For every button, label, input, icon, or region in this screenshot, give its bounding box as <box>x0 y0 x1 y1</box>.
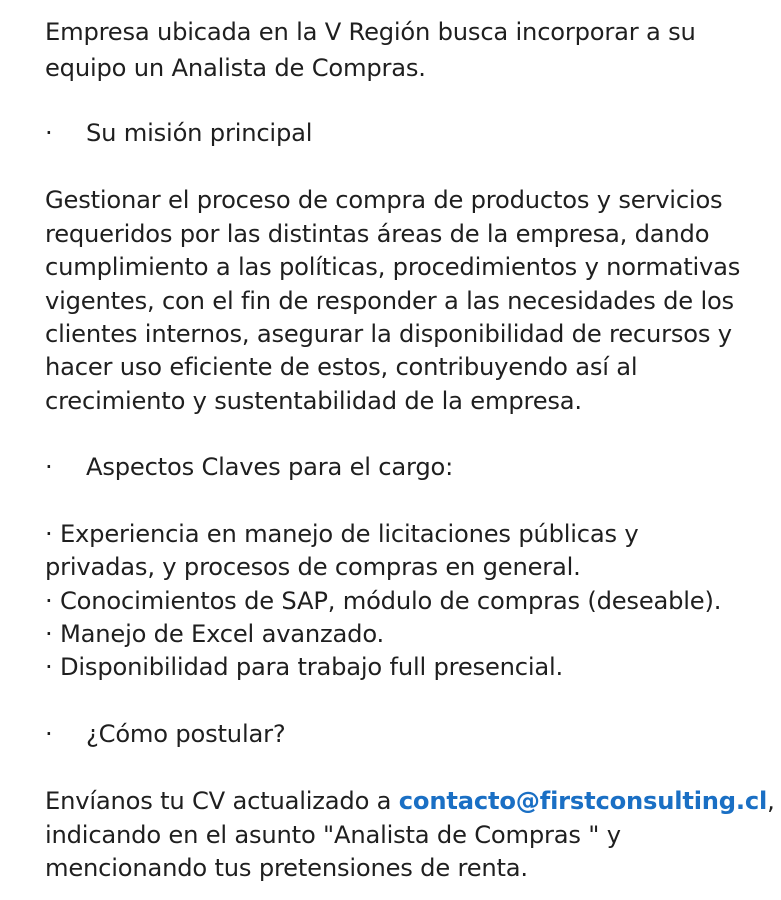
bullet-icon: · <box>45 119 53 147</box>
postular-line-2: indicando en el asunto "Analista de Compras " y <box>45 821 621 849</box>
email-link[interactable]: contacto@firstconsulting.cl <box>398 787 768 815</box>
postular-line-1-prefix: Envíanos tu CV actualizado a <box>45 787 399 815</box>
mision-line: clientes internos, asegurar la disponibilidad de recursos y <box>45 320 732 348</box>
aspectos-line: privadas, y procesos de compras en general. <box>45 553 581 581</box>
aspectos-line: · Manejo de Excel avanzado. <box>45 620 384 648</box>
aspectos-heading-label: Aspectos Claves para el cargo: <box>86 453 454 481</box>
intro-line-1: Empresa ubicada en la V Región busca incorporar a su <box>45 18 696 46</box>
intro-line-2: equipo un Analista de Compras. <box>45 54 426 82</box>
mision-line: crecimiento y sustentabilidad de la empresa. <box>45 387 582 415</box>
aspectos-line: · Conocimientos de SAP, módulo de compras (deseable). <box>45 587 722 615</box>
mision-line: vigentes, con el fin de responder a las necesidades de los <box>45 287 734 315</box>
aspectos-heading <box>45 451 453 484</box>
mision-line: requeridos por las distintas áreas de la empresa, dando <box>45 220 710 248</box>
aspectos-line: · Experiencia en manejo de licitaciones públicas y <box>45 520 639 548</box>
postular-line-1 <box>45 785 775 818</box>
mision-line: cumplimiento a las políticas, procedimientos y normativas <box>45 253 741 281</box>
bullet-icon: · <box>45 453 53 481</box>
bullet-icon: · <box>45 720 53 748</box>
postular-heading <box>45 718 285 751</box>
mision-heading-label: Su misión principal <box>86 119 313 147</box>
aspectos-line: · Disponibilidad para trabajo full presencial. <box>45 653 563 681</box>
mision-line: hacer uso eficiente de estos, contribuyendo así al <box>45 353 638 381</box>
mision-heading <box>45 117 312 150</box>
mision-line: Gestionar el proceso de compra de productos y servicios <box>45 186 723 214</box>
postular-heading-label: ¿Cómo postular? <box>86 720 286 748</box>
postular-line-1-suffix: , <box>767 787 775 815</box>
postular-line-3: mencionando tus pretensiones de renta. <box>45 854 528 882</box>
